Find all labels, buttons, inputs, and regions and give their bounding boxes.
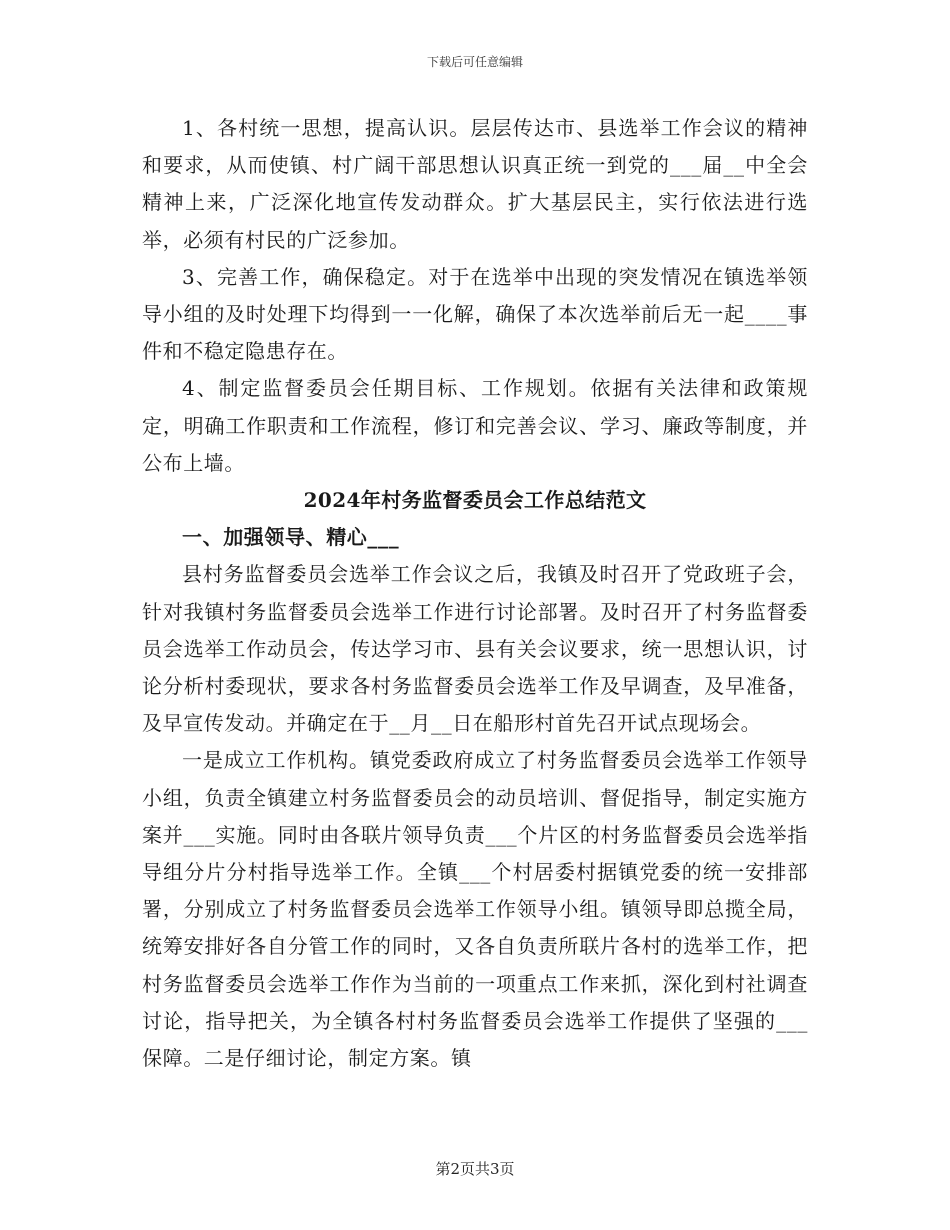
- page-header-note: 下载后可任意编辑: [426, 55, 523, 69]
- page-number: 第2页共3页: [435, 1160, 515, 1178]
- paragraph-unify-thinking: 1、各村统一思想，提高认识。层层传达市、县选举工作会议的精神和要求，从而使镇、村广阔干部思想认识真正统一到党的___届__中全会精神上来，广泛深化地宣传发动群众。扩大基层民主，实行依法进行选举，必须有村民的广泛参加。: [142, 116, 808, 252]
- document-title: 2024年村务监督委员会工作总结范文: [303, 488, 647, 513]
- paragraph-ensure-stability: 3、完善工作，确保稳定。对于在选举中出现的突发情况在镇选举领导小组的及时处理下均得到一一化解，确保了本次选举前后无一起____事件和不稳定隐患存在。: [142, 264, 808, 364]
- document-body: [142, 110, 808, 1077]
- paragraph-organization: 一是成立工作机构。镇党委政府成立了村务监督委员会选举工作领导小组，负责全镇建立村务监督委员会的动员培训、督促指导，制定实施方案并___实施。同时由各联片领导负责___个片区的村务监督委员会选举指导组分片分村指导选举工作。全镇___个村居委村据镇党委的统一安排部署，分别成立了村务监督委员会选举工作领导小组。镇领导即总揽全局，统筹安排好各自分管工作的同时，又各自负责所联片各村的选举工作，把村务监督委员会选举工作作为当前的一项重点工作来抓，深化到村社调查讨论，指导把关，为全镇各村村务监督委员会选举工作提供了坚强的___保障。二是仔细讨论，制定方案。镇: [142, 748, 808, 1071]
- paragraph-meeting: 县村务监督委员会选举工作会议之后，我镇及时召开了党政班子会，针对我镇村务监督委员会选举工作进行讨论部署。及时召开了村务监督委员会选举工作动员会，传达学习市、县有关会议要求，统一思想认识，讨论分析村委现状，要求各村务监督委员会选举工作及早调查，及早准备，及早宣传发动。并确定在于__月__日在船形村首先召开试点现场会。: [142, 562, 808, 736]
- paragraph-term-goals: 4、制定监督委员会任期目标、工作规划。依据有关法律和政策规定，明确工作职责和工作流程，修订和完善会议、学习、廉政等制度，并公布上墙。: [142, 376, 808, 475]
- section-heading: 一、加强领导、精心___: [182, 525, 400, 550]
